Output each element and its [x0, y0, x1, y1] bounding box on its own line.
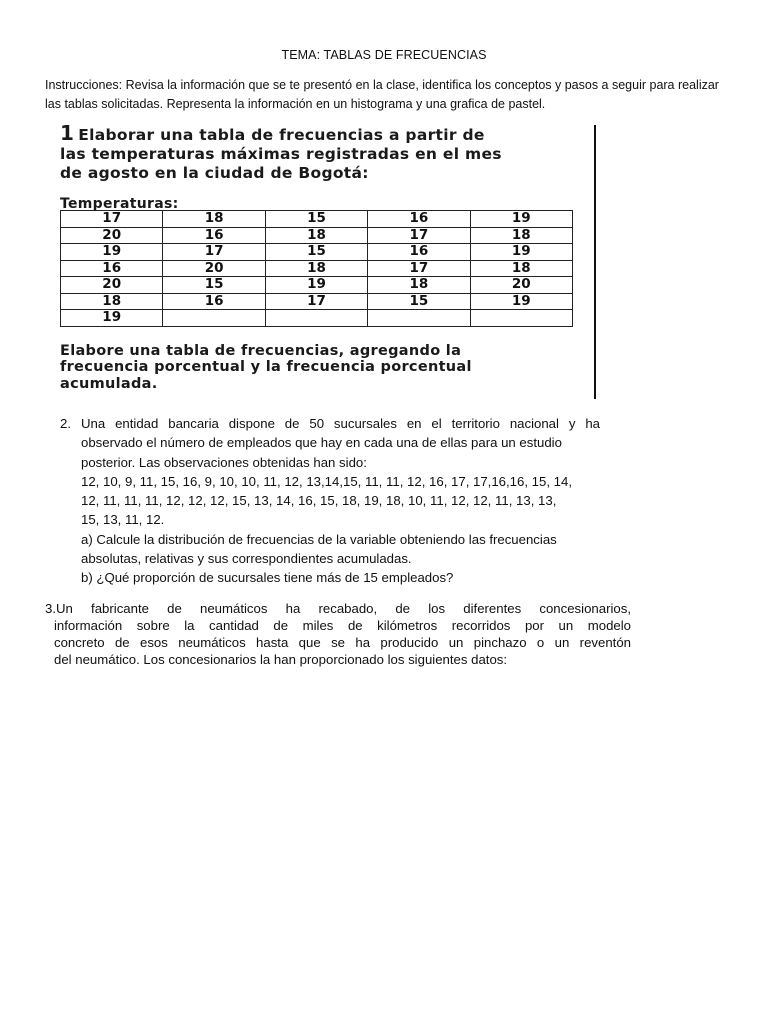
- table-cell: 18: [470, 227, 572, 244]
- exercise-3-number: 3.: [45, 601, 56, 616]
- exercise-2-line: posterior. Las observaciones obtenidas han sido:: [81, 454, 367, 470]
- heading-line: Elaborar una tabla de frecuencias a partir de: [78, 126, 485, 144]
- table-cell: 18: [265, 227, 367, 244]
- exercise-1-heading: [60, 121, 580, 183]
- exercise-1-instruction: [60, 343, 580, 393]
- table-row: [61, 293, 573, 310]
- instructions: [45, 76, 735, 114]
- table-cell: 16: [163, 293, 265, 310]
- instruction-line: Elabore una tabla de frecuencias, agregando la: [60, 342, 462, 359]
- table-cell: 19: [470, 293, 572, 310]
- table-cell: 16: [368, 211, 470, 228]
- table-row: [61, 211, 573, 228]
- data-values-line: 12, 11, 11, 11, 12, 12, 12, 15, 13, 14, 16, 15, 18, 19, 18, 10, 11, 12, 12, 11, 13, 13,: [81, 493, 557, 509]
- table-cell: 19: [470, 211, 572, 228]
- table-cell: 19: [61, 244, 163, 261]
- scan-border-line: [594, 125, 596, 399]
- temperatures-label: Temperaturas:: [60, 196, 179, 212]
- table-cell: 16: [163, 227, 265, 244]
- table-cell: 17: [265, 293, 367, 310]
- exercise-1: [60, 121, 580, 392]
- table-cell: 17: [163, 244, 265, 261]
- exercise-1-number: 1: [60, 121, 75, 145]
- exercise-2: [60, 414, 600, 588]
- table-row: [61, 310, 573, 327]
- table-cell: [163, 310, 265, 327]
- heading-line: las temperaturas máximas registradas en el mes: [60, 145, 502, 163]
- table-cell: 20: [163, 260, 265, 277]
- exercise-2-number: 2.: [60, 416, 71, 431]
- table-cell: 20: [470, 277, 572, 294]
- exercise-2-text: Una entidad bancaria dispone de 50 sucursales en el territorio nacional y ha: [81, 416, 600, 431]
- table-cell: 15: [265, 211, 367, 228]
- table-row: [61, 277, 573, 294]
- table-cell: 20: [61, 227, 163, 244]
- table-cell: 15: [265, 244, 367, 261]
- table-cell: 18: [470, 260, 572, 277]
- table-cell: 15: [163, 277, 265, 294]
- table-cell: 19: [61, 310, 163, 327]
- table-cell: 18: [163, 211, 265, 228]
- data-values-line: 12, 10, 9, 11, 15, 16, 9, 10, 10, 11, 12, 13,14,15, 11, 11, 12, 16, 17, 17,16,16, 15, 14,: [81, 473, 573, 489]
- exercise-3: [45, 600, 631, 668]
- table-cell: [470, 310, 572, 327]
- exercise-3-line: del neumático. Los concesionarios la han proporcionado los siguientes datos:: [54, 652, 508, 667]
- page-title: TEMA: TABLAS DE FRECUENCIAS: [281, 48, 487, 62]
- heading-line: de agosto en la ciudad de Bogotá:: [60, 164, 369, 182]
- exercise-3-line: información sobre la cantidad de miles de kilómetros recorridos por un modelo: [54, 618, 631, 633]
- table-cell: 18: [265, 260, 367, 277]
- instructions-line: las tablas solicitadas. Representa la información en un histograma y una grafica de pastel.: [45, 97, 546, 111]
- instructions-line: Instrucciones: Revisa la información que se te presentó en la clase, identifica los conceptos y pasos a seguir para realizar: [45, 78, 719, 92]
- table-cell: 17: [368, 260, 470, 277]
- table-cell: [368, 310, 470, 327]
- table-row: [61, 244, 573, 261]
- table-cell: 19: [470, 244, 572, 261]
- table-cell: 18: [61, 293, 163, 310]
- table-cell: 16: [368, 244, 470, 261]
- table-cell: 20: [61, 277, 163, 294]
- table-cell: 17: [368, 227, 470, 244]
- table-cell: [265, 310, 367, 327]
- table-row: [61, 227, 573, 244]
- table-cell: 17: [61, 211, 163, 228]
- exercise-3-text: Un fabricante de neumáticos ha recabado, de los diferentes concesionarios,: [56, 601, 631, 616]
- table-cell: 15: [368, 293, 470, 310]
- table-cell: 19: [265, 277, 367, 294]
- question-a: a) Calcule la distribución de frecuencias de la variable obteniendo las frecuencias: [81, 531, 557, 547]
- table-cell: 16: [61, 260, 163, 277]
- table-row: [61, 260, 573, 277]
- instruction-line: frecuencia porcentual y la frecuencia porcentual: [60, 359, 472, 375]
- exercise-2-line: observado el número de empleados que hay en cada una de ellas para un estudio: [81, 435, 562, 451]
- table-cell: 18: [368, 277, 470, 294]
- exercise-3-line: concreto de esos neumáticos hasta que se ha producido un pinchazo o un reventón: [54, 635, 631, 650]
- question-b: b) ¿Qué proporción de sucursales tiene más de 15 empleados?: [81, 570, 454, 586]
- question-a-cont: absolutas, relativas y sus correspondientes acumuladas.: [81, 551, 412, 567]
- instruction-line: acumulada.: [60, 375, 158, 392]
- exercise-3-line: [45, 600, 631, 617]
- exercise-2-line: [60, 414, 600, 433]
- temperatures-table: [60, 210, 573, 327]
- data-values-line: 15, 13, 11, 12.: [81, 512, 165, 528]
